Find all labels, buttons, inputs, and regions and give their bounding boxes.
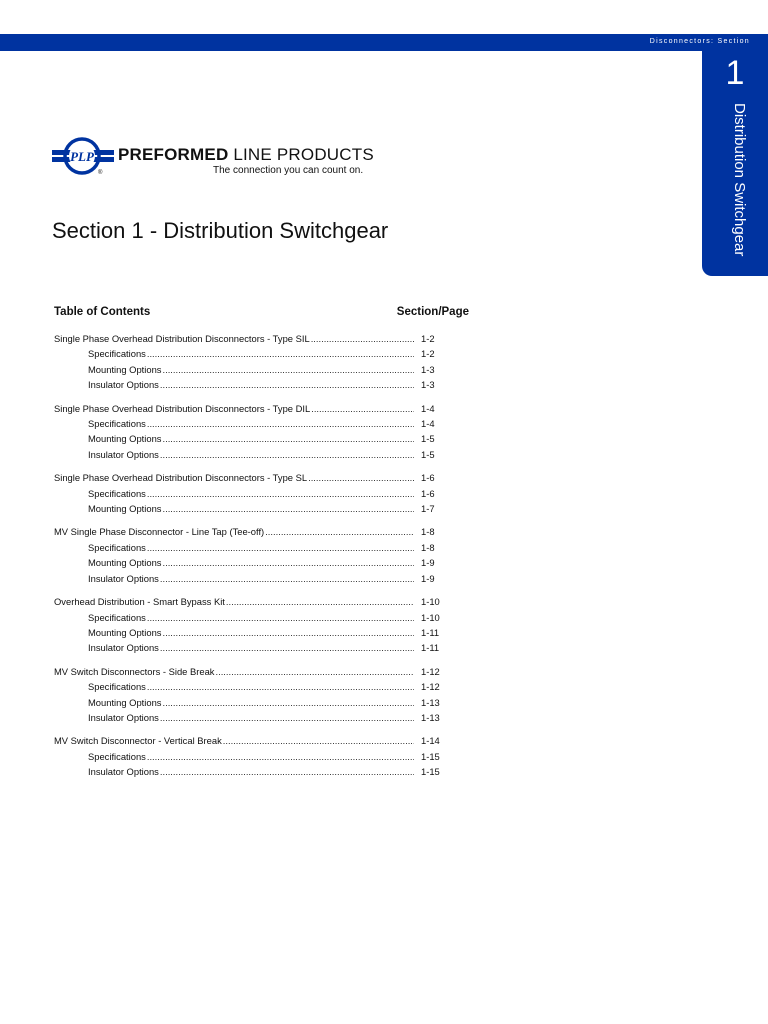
registered-mark: ® [98,170,103,176]
toc-subentry[interactable] [54,416,447,431]
brand-light: LINE PRODUCTS [233,145,374,164]
toc-entry-page: 1-11 [421,626,440,638]
toc-entry-label: MV Single Phase Disconnector - Line Tap (Tee-off) [54,526,265,538]
toc-leader-dots [162,555,414,570]
tagline: The connection you can count on. [213,165,364,176]
toc-entry-page: 1-13 [421,711,440,723]
toc-entry-page: 1-11 [421,642,440,654]
toc-entry-page: 1-3 [421,379,435,391]
toc-subentry[interactable] [54,362,447,377]
toc-entry-label: Specifications [88,418,146,430]
toc-group [54,331,469,393]
toc-entry-page: 1-3 [421,363,435,375]
toc-entry-page: 1-13 [421,696,440,708]
toc-entry-page: 1-14 [421,735,440,747]
toc-subentry[interactable] [54,571,447,586]
toc-group [54,470,469,516]
toc-leader-dots [147,416,414,431]
toc-entry-label: Mounting Options [88,626,162,638]
toc-entry-page: 1-4 [421,418,435,430]
section-tab-label: Distribution Switchgear [731,103,748,257]
toc-leader-dots [160,710,414,725]
toc-entry-page: 1-2 [421,348,435,360]
toc-subentry[interactable] [54,710,447,725]
toc-entry-label: Insulator Options [88,766,159,778]
toc-subentry[interactable] [54,431,447,446]
toc-entry[interactable] [54,331,447,346]
toc-entry[interactable] [54,594,447,609]
toc-leader-dots [215,664,414,679]
toc-group [54,733,469,779]
toc-leader-dots [147,486,414,501]
section-tab [702,51,768,276]
brand-bold: PREFORMED [118,145,229,164]
toc-entry-label: Mounting Options [88,363,162,375]
toc-leader-dots [308,470,414,485]
toc-entry-label: Specifications [88,487,146,499]
toc-leader-dots [147,749,414,764]
toc-entry-page: 1-5 [421,448,435,460]
brand-name [118,145,374,165]
toc-entry-page: 1-12 [421,665,440,677]
toc-leader-dots [147,679,414,694]
toc-entry[interactable] [54,733,447,748]
toc-leader-dots [162,501,414,516]
toc-subentry[interactable] [54,501,447,516]
toc-leader-dots [223,733,414,748]
toc-leader-dots [160,640,414,655]
header-band [0,34,768,51]
toc-subentry[interactable] [54,764,447,779]
toc-entry-label: MV Switch Disconnector - Vertical Break [54,735,222,747]
toc-entry-label: Single Phase Overhead Distribution Disconnectors - Type SL [54,472,308,484]
toc-group [54,594,469,656]
toc-entry-page: 1-2 [421,333,435,344]
toc-header [54,306,469,318]
toc-subentry[interactable] [54,695,447,710]
toc-leader-dots [226,594,414,609]
toc-entry-page: 1-6 [421,472,435,484]
toc-entry-label: Mounting Options [88,557,162,569]
toc-group [54,524,469,586]
toc-subentry[interactable] [54,486,447,501]
toc-leader-dots [147,346,414,361]
toc-subentry[interactable] [54,640,447,655]
toc-entry[interactable] [54,470,447,485]
toc-entry[interactable] [54,524,447,539]
section-number: 1 [725,54,745,92]
table-of-contents [54,306,469,788]
toc-heading-left: Table of Contents [54,306,151,318]
toc-subentry[interactable] [54,625,447,640]
logo-mark-text: PLP [70,149,94,164]
toc-group [54,401,469,463]
toc-entry[interactable] [54,664,447,679]
toc-leader-dots [160,571,414,586]
toc-subentry[interactable] [54,377,447,392]
toc-subentry[interactable] [54,540,447,555]
toc-leader-dots [147,610,414,625]
toc-entry-label: Mounting Options [88,433,162,445]
toc-entry-label: Insulator Options [88,642,159,654]
toc-entry-label: Insulator Options [88,379,159,391]
toc-entry-label: Single Phase Overhead Distribution Disconnectors - Type DIL [54,402,311,414]
toc-entry-page: 1-6 [421,487,435,499]
toc-entry-label: Insulator Options [88,448,159,460]
header-band-text: Disconnectors: Section [649,38,750,45]
toc-subentry[interactable] [54,346,447,361]
toc-subentry[interactable] [54,679,447,694]
toc-heading-right: Section/Page [396,306,469,318]
toc-entry[interactable] [54,401,447,416]
toc-leader-dots [160,764,414,779]
toc-entry-label: Mounting Options [88,696,162,708]
toc-group [54,664,469,726]
toc-entry-page: 1-10 [421,596,440,608]
plp-logo-icon [52,136,114,178]
toc-leader-dots [160,377,414,392]
toc-entry-page: 1-10 [421,611,440,623]
toc-entry-page: 1-9 [421,557,435,569]
toc-entry-page: 1-15 [421,766,440,778]
toc-entry-label: Single Phase Overhead Distribution Disconnectors - Type SIL [54,333,310,344]
toc-entry-label: Insulator Options [88,711,159,723]
toc-entry-label: MV Switch Disconnectors - Side Break [54,665,215,677]
toc-groups [54,331,469,780]
toc-subentry[interactable] [54,610,447,625]
toc-leader-dots [162,362,414,377]
toc-leader-dots [311,331,414,346]
toc-entry-label: Specifications [88,611,146,623]
page-title: Section 1 - Distribution Switchgear [52,218,389,243]
toc-leader-dots [311,401,414,416]
toc-subentry[interactable] [54,447,447,462]
toc-entry-page: 1-9 [421,572,435,584]
toc-leader-dots [162,625,414,640]
company-logo [52,136,382,178]
toc-entry-label: Overhead Distribution - Smart Bypass Kit [54,596,225,608]
toc-entry-label: Specifications [88,681,146,693]
toc-entry-page: 1-5 [421,433,435,445]
toc-leader-dots [162,695,414,710]
toc-entry-label: Specifications [88,750,146,762]
toc-entry-page: 1-8 [421,541,435,553]
toc-entry-page: 1-7 [421,503,435,515]
toc-entry-label: Specifications [88,541,146,553]
toc-entry-label: Specifications [88,348,146,360]
toc-leader-dots [147,540,414,555]
toc-leader-dots [265,524,414,539]
toc-entry-page: 1-8 [421,526,435,538]
toc-entry-page: 1-15 [421,750,440,762]
toc-entry-page: 1-4 [421,402,435,414]
toc-leader-dots [160,447,414,462]
toc-entry-label: Insulator Options [88,572,159,584]
toc-subentry[interactable] [54,555,447,570]
toc-entry-page: 1-12 [421,681,440,693]
toc-subentry[interactable] [54,749,447,764]
toc-leader-dots [162,431,414,446]
toc-entry-label: Mounting Options [88,503,162,515]
